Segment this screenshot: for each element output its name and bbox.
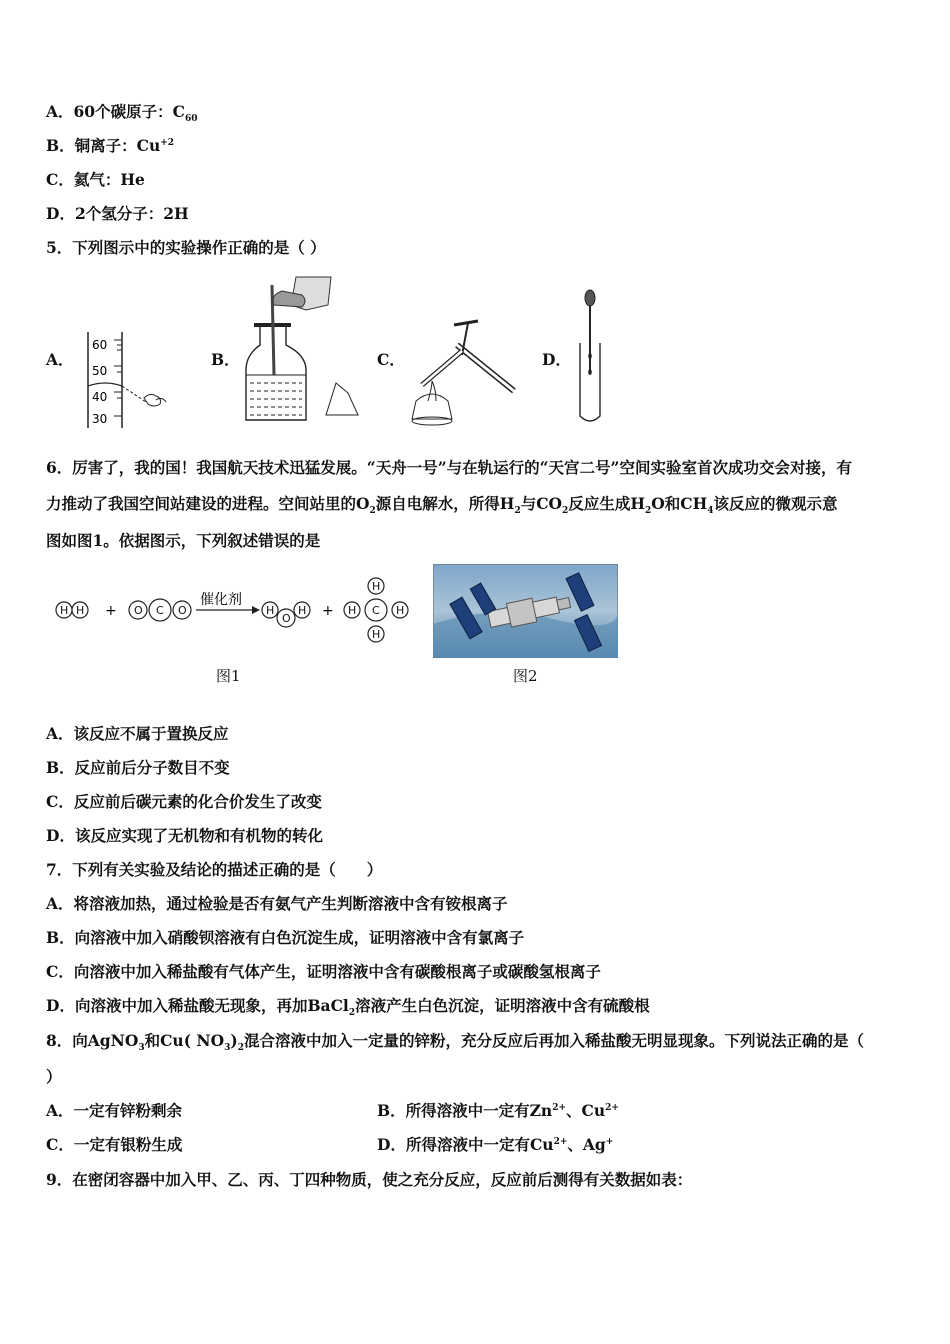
q8-stem-end: ） [46,1067,62,1086]
q5-label-d: D． [542,350,571,369]
q6-option-a: A．该反应不属于置换反应 [46,724,229,743]
q9-stem: 9．在密闭容器中加入甲、乙、丙、丁四种物质，使之充分反应，反应前后测得有关数据如表： [46,1170,693,1189]
q6-option-c: C．反应前后碳元素的化合价发生了改变 [46,792,322,811]
q5-label-b: B． [211,350,240,369]
heating-test-tube-figure [402,315,522,430]
q5-label-c: C． [377,350,405,369]
svg-text:O: O [178,604,187,617]
q4-option-d: D．2个氢分子：2H [46,204,189,223]
reaction-diagram [50,572,420,650]
q8-stem: 8．向AgNO$_3$和Cu( $NO_3)_2$混合溶液中加入一定量的锌粉，充分反应后再加入稀盐酸无明显现象。下列说法正确的是（ [46,1031,864,1054]
tick-30: 30 [92,412,108,426]
dropper-test-tube-figure [570,288,610,428]
pouring-liquid-figure [236,275,376,425]
svg-text:O: O [134,604,143,617]
figure1-caption: 图1 [216,667,241,685]
q7-option-b: B．向溶液中加入硝酸钡溶液有白色沉淀生成，证明溶液中含有氯离子 [46,928,525,947]
svg-text:H: H [298,604,307,617]
tick-50: 50 [92,364,108,378]
svg-text:C: C [156,604,164,617]
q5-stem: 5．下列图示中的实验操作正确的是（ ） [46,238,326,257]
q6-option-b: B．反应前后分子数目不变 [46,758,230,777]
q7-option-c: C．向溶液中加入稀盐酸有气体产生，证明溶液中含有碳酸根离子或碳酸氢根离子 [46,962,601,981]
q8-option-a: A．一定有锌粉剩余 [46,1101,183,1120]
space-station-image [433,564,618,658]
svg-text:H: H [348,604,357,617]
q7-option-a: A．将溶液加热，通过检验是否有氨气产生判断溶液中含有铵根离子 [46,894,508,913]
q8-option-c: C．一定有银粉生成 [46,1135,183,1154]
q6-stem-line3: 图如图1。依据图示，下列叙述错误的是 [46,531,321,550]
q5-label-a: A． [46,350,74,369]
q6-stem-line2: 力推动了我国空间站建设的进程。空间站里的$O_2$源自电解水，所得$H_2$与$CO_2$反应生成$H_2O$和$CH_4$该反应的微观示意 [46,494,838,517]
tick-60: 60 [92,338,108,352]
svg-text:C: C [372,604,380,617]
svg-text:+: + [105,603,117,619]
tick-40: 40 [92,390,108,404]
svg-text:H: H [372,628,381,641]
svg-text:O: O [282,612,291,625]
catalyst-label: 催化剂 [200,592,242,608]
svg-text:H: H [266,604,275,617]
q8-option-d: D．所得溶液中一定有$Cu^{2+}$、Ag+ [377,1135,614,1154]
q4-option-b: B．铜离子：$Cu^{+2}$ [46,136,175,155]
q4-option-c: C．氦气：He [46,170,145,189]
q7-option-d: D．向溶液中加入稀盐酸无现象，再加BaCl$_2$溶液产生白色沉淀，证明溶液中含有硫酸根 [46,996,650,1019]
q4-option-a: A．60个碳原子：$C_{60}$ [46,102,198,125]
q7-stem: 7．下列有关实验及结论的描述正确的是（ ） [46,860,383,879]
svg-text:H: H [372,580,381,593]
svg-text:H: H [60,604,69,617]
graduated-cylinder-figure [84,330,174,430]
svg-text:H: H [396,604,405,617]
q8-option-b: B．所得溶液中一定有$Zn^{2+}$、$Cu^{2+}$ [377,1101,619,1120]
q6-option-d: D．该反应实现了无机物和有机物的转化 [46,826,323,845]
svg-text:H: H [76,604,85,617]
figure2-caption: 图2 [513,667,538,685]
q6-stem-line1: 6．厉害了，我的国！我国航天技术迅猛发展。“天舟一号”与在轨运行的“天宫二号”空间实验室首次成功交会对接，有 [46,458,852,477]
svg-text:+: + [322,603,334,619]
